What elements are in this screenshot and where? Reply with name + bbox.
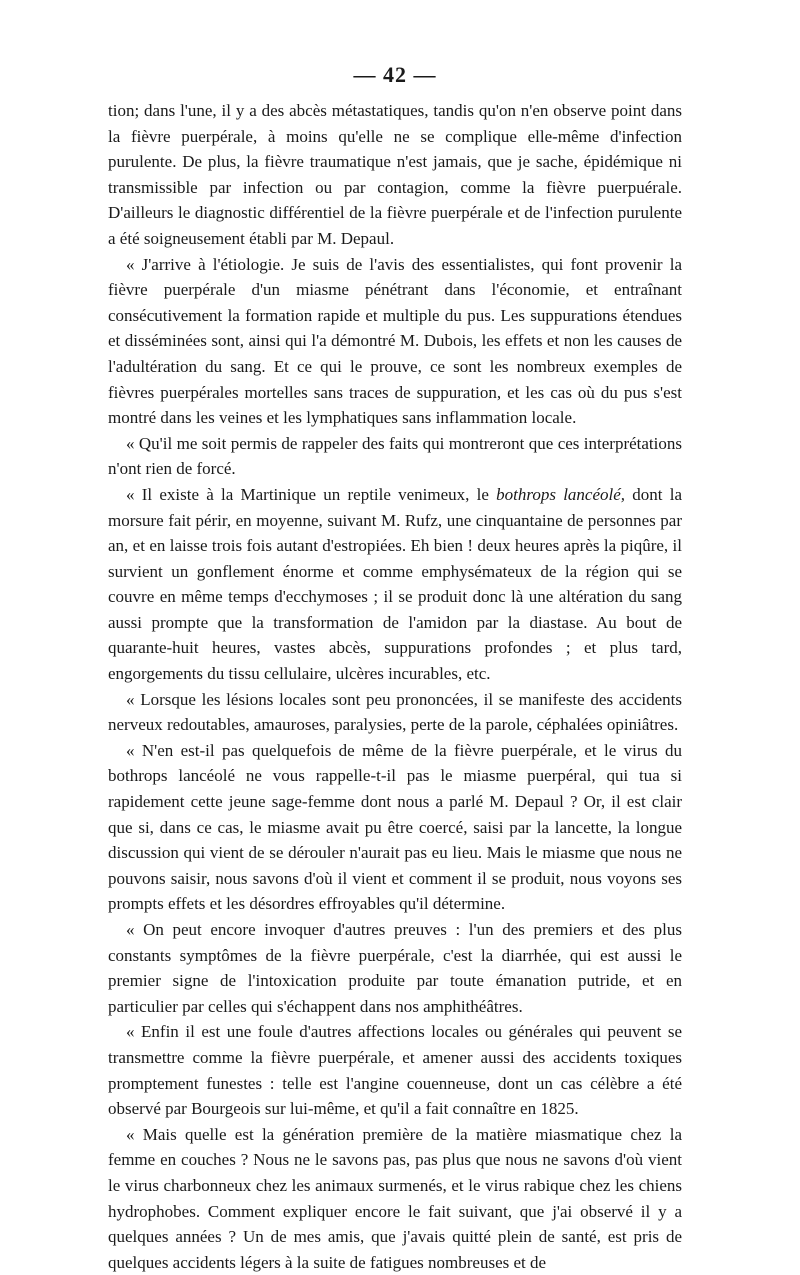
page-number: — 42 — bbox=[353, 62, 437, 87]
paragraph: « N'en est-il pas quelquefois de même de la fièvre puerpérale, et le virus du bothrops lancéolé ne vous rappelle-t-il pas le miasme puerpéral, qui tua si rapidement cette jeune sage-femme dont nous a parlé M. Depaul ? Or, il est clair que si, dans ce cas, le miasme avait pu être coercé, saisi par la lancette, la longue discussion qui vient de se dérouler n'aurait pas eu lieu. Mais le miasme que nous ne pouvons saisir, nous savons d'où il vient et comment il se produit, nous voyons ses prompts effets et les désordres effroyables qu'il détermine. bbox=[108, 740, 682, 914]
paragraph: « J'arrive à l'étiologie. Je suis de l'avis des essentialistes, qui font provenir la fièvre puerpérale d'un miasme pénétrant dans l'économie, et entraînant consécutivement la formation rapide et multiple du pus. Les suppurations étendues et disséminées sont, ainsi qui l'a démontré M. Dubois, les effets et non les causes de l'adultération du sang. Et ce qui le prouve, ce sont les nombreux exemples de fièvres puerpérales mortelles sans traces de suppuration, et les cas où du pus s'est montré dans les veines et les lymphatiques sans inflammation locale. bbox=[108, 254, 682, 428]
paragraph: « Mais quelle est la génération première de la matière miasmatique chez la femme en couches ? Nous ne le savons pas, pas plus que nous ne savons d'où vient le virus charbonneux chez les animaux surmenés, et le virus rabique chez les chiens hydrophobes. Comment expliquer encore le fait suivant, que j'ai observé il y a quelques années ? Un de mes amis, que j'avais quitté plein de santé, est pris de quelques accidents légers à la suite de fatigues nombreuses et de bbox=[108, 1124, 682, 1272]
paragraph: « Enfin il est une foule d'autres affections locales ou générales qui peuvent se transmettre comme la fièvre puerpérale, et amener aussi des accidents toxiques promptement funestes : telle est l'angine couenneuse, dont un cas célèbre a été observé par Bourgeois sur lui-même, et qu'il a fait connaître en 1825. bbox=[108, 1022, 682, 1119]
paragraph bbox=[108, 482, 682, 687]
paragraph-text: « Il existe à la Martinique un reptile venimeux, le bbox=[126, 484, 497, 504]
paragraph: « Qu'il me soit permis de rappeler des faits qui montreront que ces interprétations n'ont rien de forcé. bbox=[108, 433, 682, 479]
body-text bbox=[108, 98, 682, 1275]
document-page bbox=[108, 60, 682, 1275]
paragraph: « On peut encore invoquer d'autres preuves : l'un des premiers et des plus constants symptômes de la fièvre puerpérale, c'est la diarrhée, qui est aussi le premier signe de l'intoxication produite par toute émanation putride, et en particulier par celles qui s'échappent dans nos amphithéâtres. bbox=[108, 920, 682, 1016]
italic-term: bothrops lancéolé, bbox=[496, 484, 626, 504]
paragraph-text: dont la morsure fait périr, en moyenne, suivant M. Rufz, une cinquantaine de personnes par an, et en laisse trois fois autant d'estropiées. Eh bien ! deux heures après la piqûre, il survient un gonflement énorme et comme emphysémateux de la région qui se couvre en même temps d'ecchymoses ; il se produit donc là une altération du sang aussi prompte que la transformation de l'amidon par la diastase. Au bout de quarante-huit heures, vastes abcès, suppurations profondes ; et plus tard, engorgements du tissu cellulaire, ulcères incurables, etc. bbox=[108, 484, 682, 684]
paragraph: tion; dans l'une, il y a des abcès métastatiques, tandis qu'on n'en observe point dans la fièvre puerpérale, à moins qu'elle ne se complique elle-même d'infection purulente. De plus, la fièvre traumatique n'est jamais, que je sache, épidémique ni transmissible par infection ou par contagion, comme la fièvre puerpuérale. D'ailleurs le diagnostic différentiel de la fièvre puerpérale et de l'infection purulente a été soigneusement établi par M. Depaul. bbox=[108, 101, 682, 248]
paragraph: « Lorsque les lésions locales sont peu prononcées, il se manifeste des accidents nerveux redoutables, amauroses, paralysies, perte de la parole, céphalées opiniâtres. bbox=[108, 689, 682, 735]
